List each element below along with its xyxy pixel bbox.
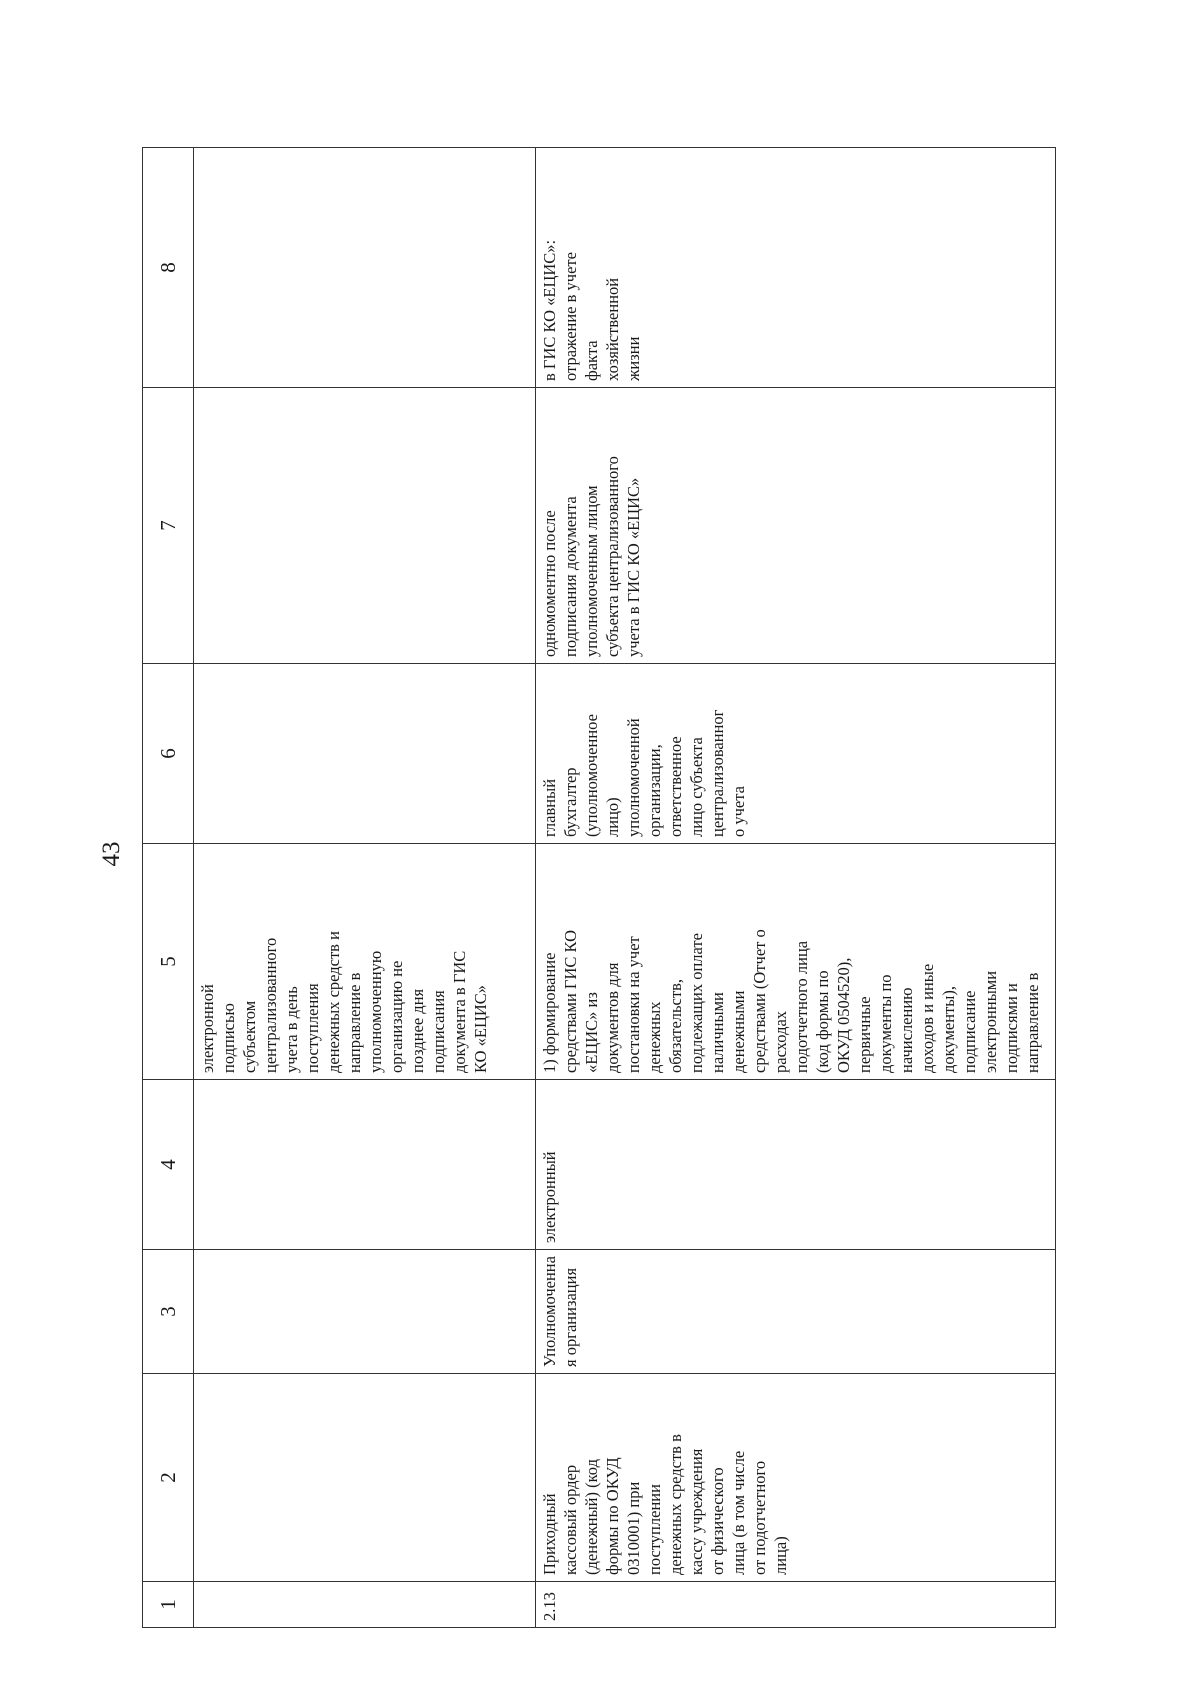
procedure-cell: электронной подписью субъектом централизованного учета в день поступления денежных средств и направление в уполномоченную организацию не позднее дня подписания документа в ГИС КО «ЕЦИС»	[194, 844, 536, 1080]
document-name-cell	[194, 1374, 536, 1582]
column-header-7: 7	[143, 388, 194, 664]
column-header-3: 3	[143, 1250, 194, 1374]
header-row	[143, 148, 194, 1628]
recipient-cell	[194, 148, 536, 388]
responsible-cell	[194, 664, 536, 844]
procedure-cell: 1) формирование средствами ГИС КО «ЕЦИС» из документов для постановки на учет денежных обязательств, подлежащих оплате наличными денежными средствами (Отчет о расходах подотчетного лица (код формы по ОКУД 0504520), первичные документы по начислению доходов и иные документы), подписание электронными подписями и направление в	[536, 844, 1056, 1080]
table-row-continuation	[194, 148, 536, 1628]
table-row-2-13	[536, 148, 1056, 1628]
recipient-cell: в ГИС КО «ЕЦИС»: отражение в учете факта хозяйственной жизни	[536, 148, 1056, 388]
row-number-cell	[194, 1582, 536, 1628]
creator-cell: Уполномоченна я организация	[536, 1250, 1056, 1374]
deadline-cell: одномоментно после подписания документа уполномоченным лицом субъекта централизованного учета в ГИС КО «ЕЦИС»	[536, 388, 1056, 664]
creator-cell	[194, 1250, 536, 1374]
format-cell: электронный	[536, 1080, 1056, 1250]
deadline-cell	[194, 388, 536, 664]
column-header-6: 6	[143, 664, 194, 844]
document-name-cell: Приходный кассовый ордер (денежный) (код формы по ОКУД 0310001) при поступлении денежных средств в кассу учреждения от физического лица (в том числе от подотчетного лица)	[536, 1374, 1056, 1582]
row-number-cell: 2.13	[536, 1582, 1056, 1628]
document-table	[142, 147, 1056, 1628]
column-header-1: 1	[143, 1582, 194, 1628]
page-number: 43	[98, 841, 125, 867]
format-cell	[194, 1080, 536, 1250]
column-header-4: 4	[143, 1080, 194, 1250]
column-header-2: 2	[143, 1374, 194, 1582]
column-header-8: 8	[143, 148, 194, 388]
responsible-cell: главный бухгалтер (уполномоченное лицо) уполномоченной организации, ответственное лицо субъекта централизованног о учета	[536, 664, 1056, 844]
column-header-5: 5	[143, 844, 194, 1080]
